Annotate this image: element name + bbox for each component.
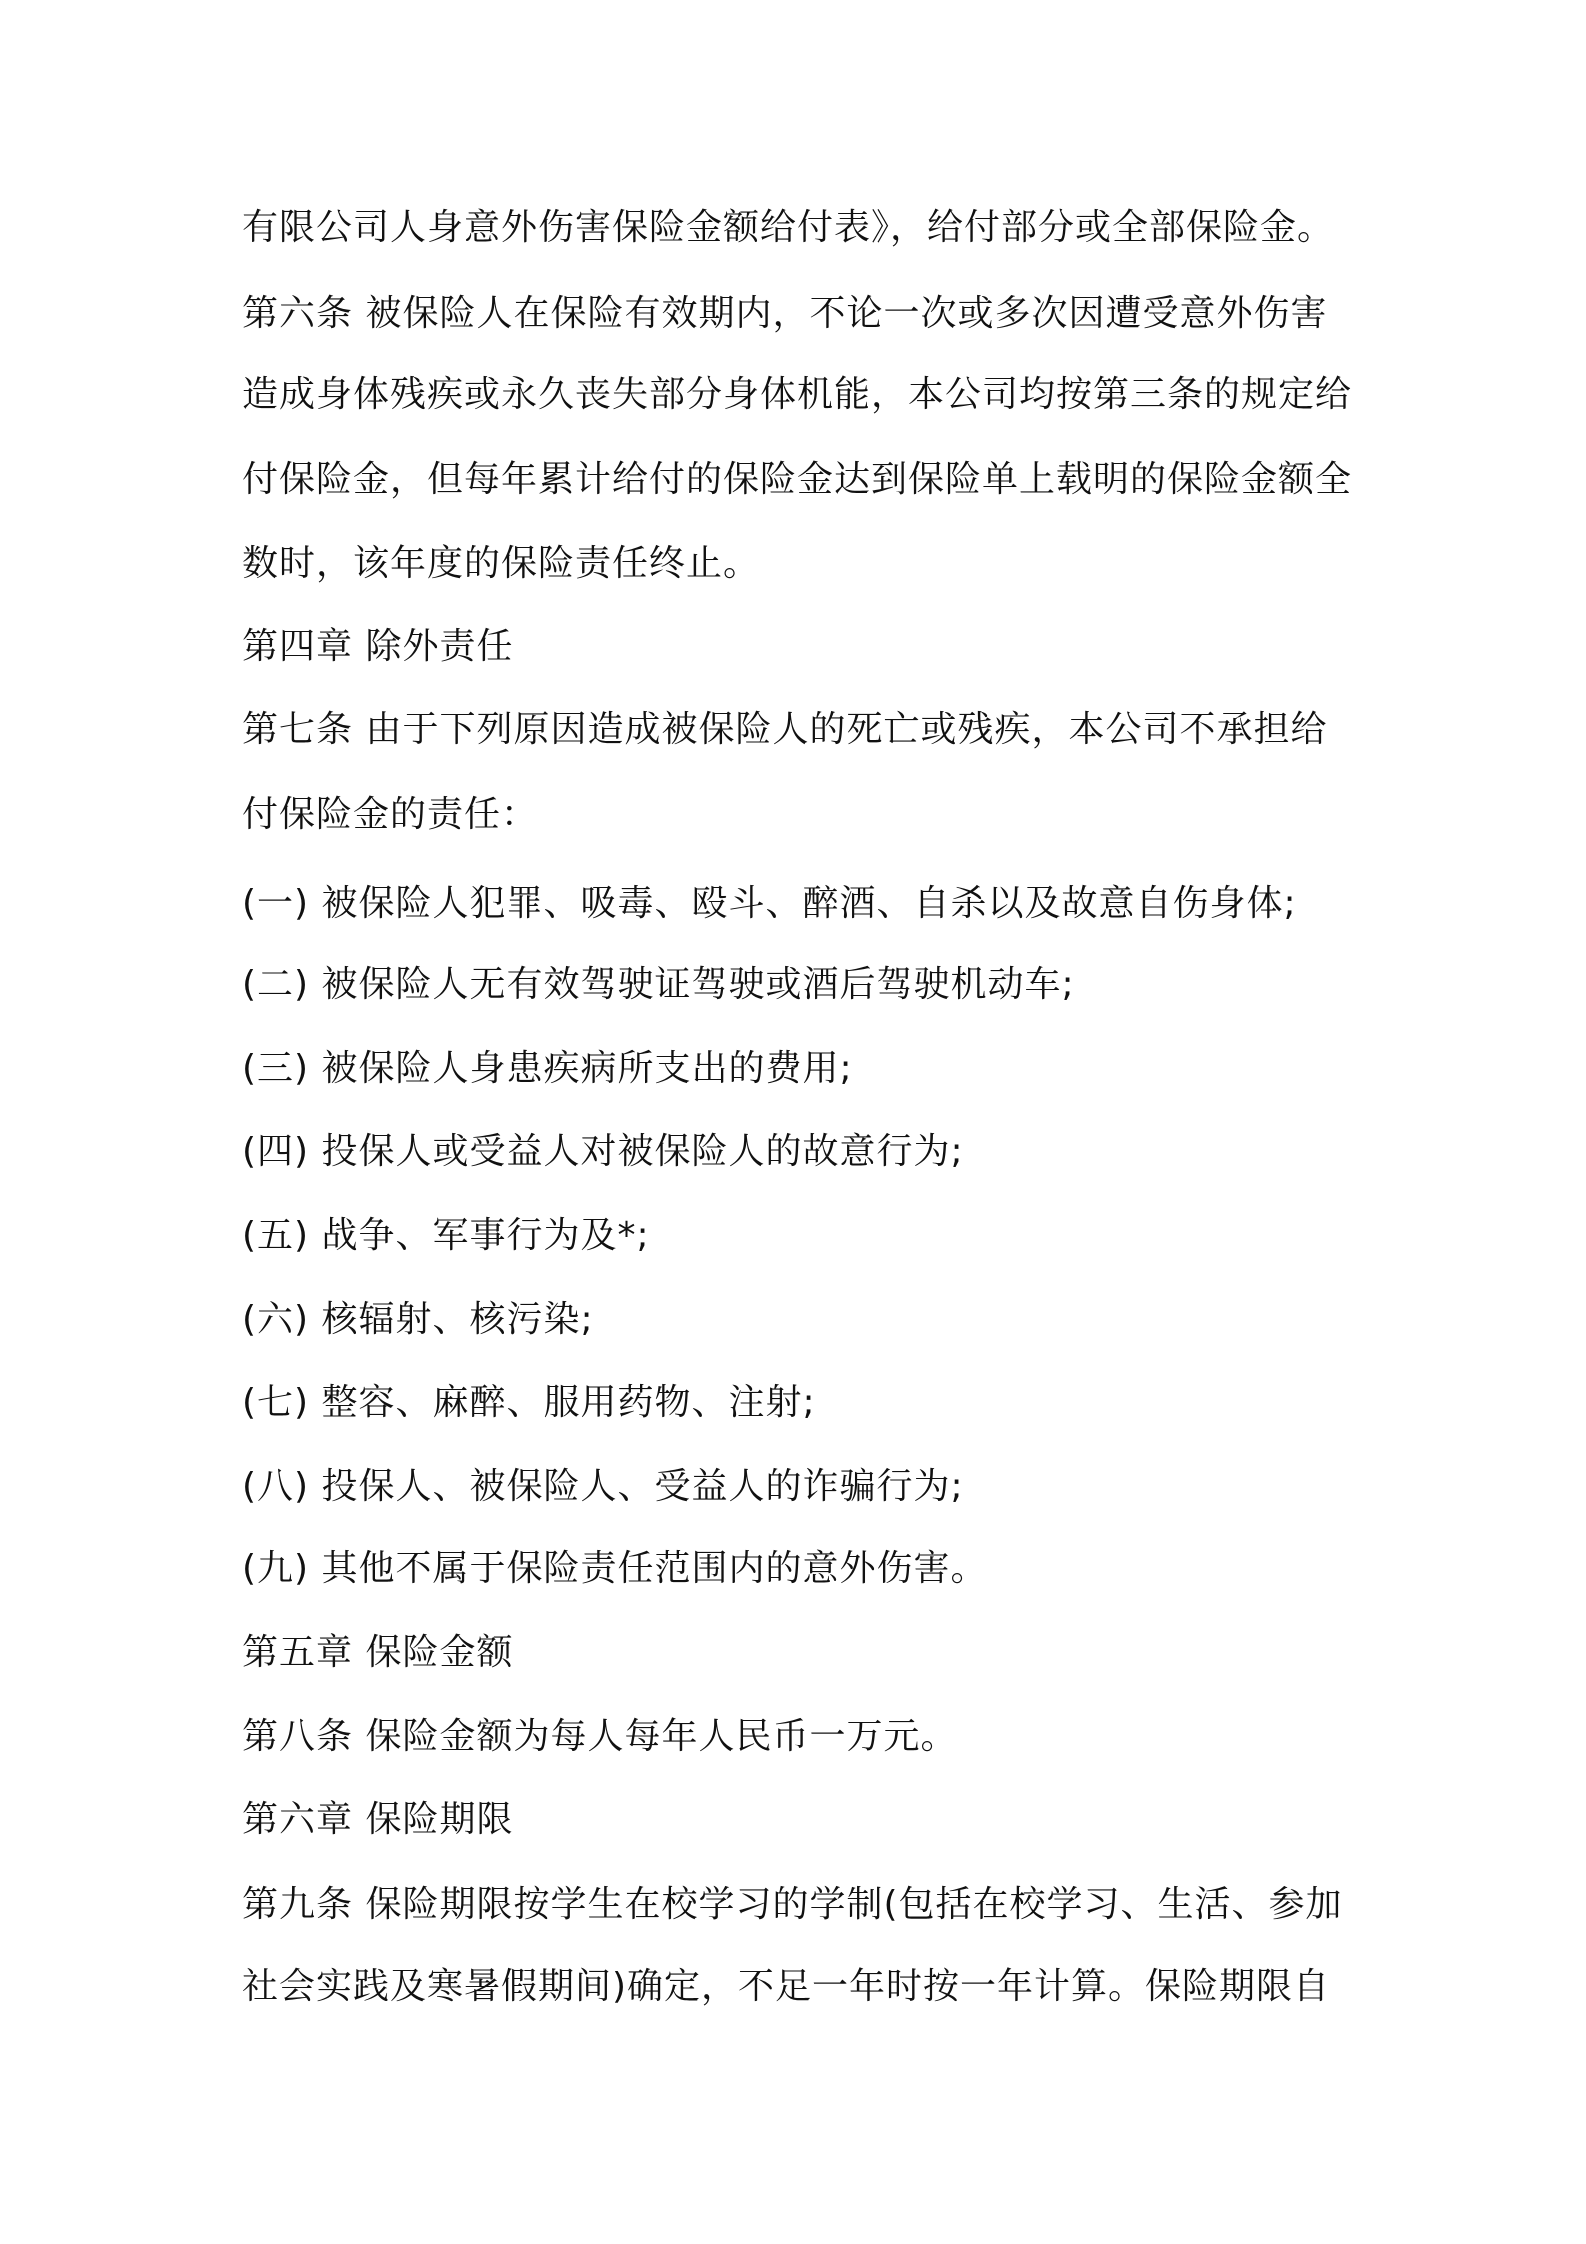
exclusion-item-5: (五) 战争、军事行为及*;: [242, 1215, 650, 1256]
chapter-6-heading: 第六章 保险期限: [242, 1799, 514, 1840]
exclusion-item-1: (一) 被保险人犯罪、吸毒、殴斗、醉酒、自杀以及故意自伤身体;: [242, 883, 1297, 924]
article-7-line-1: 第七条 由于下列原因造成被保险人的死亡或残疾，本公司不承担给: [242, 709, 1328, 750]
chapter-5-heading: 第五章 保险金额: [242, 1632, 514, 1673]
article-9-line-1: 第九条 保险期限按学生在校学习的学制(包括在校学习、生活、参加: [242, 1884, 1343, 1925]
exclusion-item-8: (八) 投保人、被保险人、受益人的诈骗行为;: [242, 1466, 964, 1507]
article-6-line-3: 付保险金，但每年累计给付的保险金达到保险单上载明的保险金额全: [242, 459, 1353, 500]
article-6-line-4: 数时，该年度的保险责任终止。: [242, 543, 761, 584]
exclusion-item-3: (三) 被保险人身患疾病所支出的费用;: [242, 1048, 853, 1089]
exclusion-item-7: (七) 整容、麻醉、服用药物、注射;: [242, 1382, 816, 1423]
article-9-line-2: 社会实践及寒暑假期间)确定，不足一年时按一年计算。保险期限自: [242, 1966, 1331, 2007]
article-6-line-1: 第六条 被保险人在保险有效期内，不论一次或多次因遭受意外伤害: [242, 293, 1328, 334]
exclusion-item-4: (四) 投保人或受益人对被保险人的故意行为;: [242, 1131, 964, 1172]
exclusion-item-6: (六) 核辐射、核污染;: [242, 1299, 594, 1340]
article-7-line-2: 付保险金的责任：: [242, 794, 539, 835]
text-line-1: 有限公司人身意外伤害保险金额给付表》，给付部分或全部保险金。: [242, 207, 1335, 248]
exclusion-item-9: (九) 其他不属于保险责任范围内的意外伤害。: [242, 1548, 988, 1589]
exclusion-item-2: (二) 被保险人无有效驾驶证驾驶或酒后驾驶机动车;: [242, 964, 1075, 1005]
article-6-line-2: 造成身体残疾或永久丧失部分身体机能，本公司均按第三条的规定给: [242, 374, 1353, 415]
chapter-4-heading: 第四章 除外责任: [242, 626, 514, 667]
article-8-line-1: 第八条 保险金额为每人每年人民币一万元。: [242, 1716, 958, 1757]
